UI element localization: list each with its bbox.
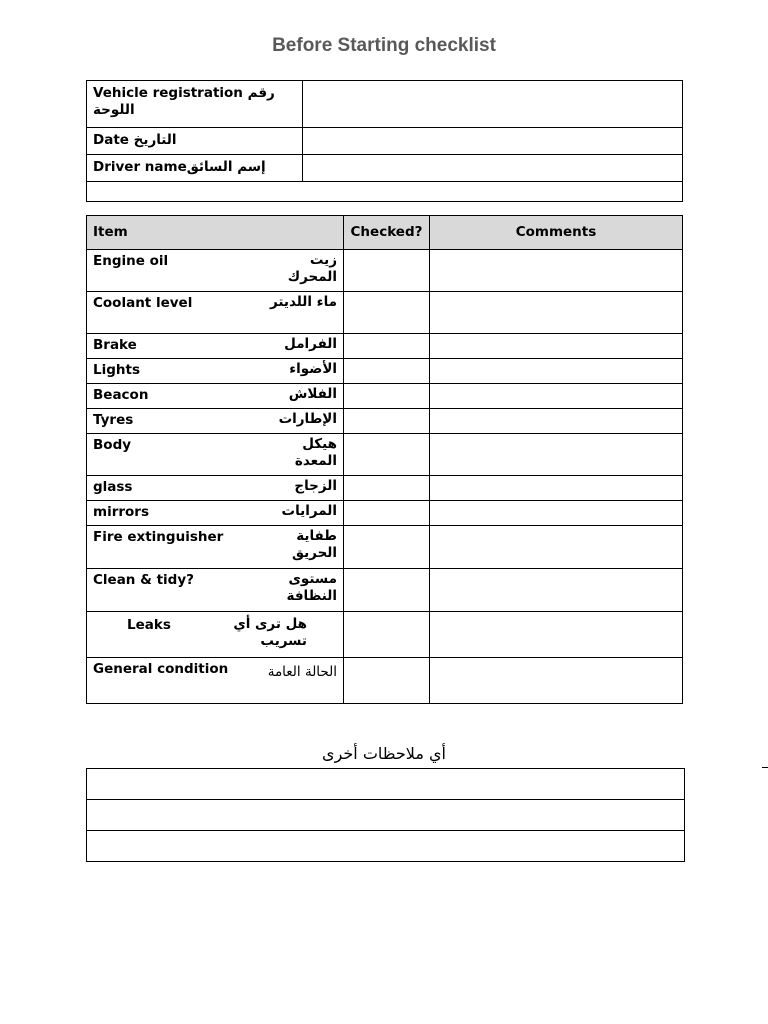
item-label-ar: هيكل المعدة [294,436,337,469]
checked-cell[interactable] [344,476,430,501]
info-row-blank [87,182,683,202]
item-cell [87,334,344,359]
checklist-row [87,292,683,334]
header-comments: Comments [430,216,683,250]
notes-title: أي ملاحظات أخرى [322,744,446,763]
comments-cell[interactable] [430,501,683,526]
checklist-row [87,409,683,434]
item-label-en: Coolant level [93,295,193,311]
checked-cell[interactable] [344,384,430,409]
info-label-en: Date [93,132,134,148]
item-label-ar: الفلاش [288,386,337,402]
item-label-en: Leaks [127,617,171,633]
date-field[interactable] [303,128,683,155]
item-cell [87,658,344,704]
checked-cell[interactable] [344,501,430,526]
item-label-en: Clean & tidy? [93,572,194,588]
item-label-en: Beacon [93,387,149,403]
item-cell [87,359,344,384]
item-label-en: Body [93,437,132,453]
notes-row [87,769,685,800]
checklist-row [87,569,683,612]
item-cell [87,569,344,612]
comments-cell[interactable] [430,359,683,384]
notes-table [86,768,685,862]
notes-line[interactable] [87,831,685,862]
comments-cell[interactable] [430,612,683,658]
info-label-ar: إسم السائق [186,159,266,175]
comments-cell[interactable] [430,569,683,612]
notes-row [87,800,685,831]
comments-cell[interactable] [430,434,683,476]
checked-cell[interactable] [344,250,430,292]
driver-name-field[interactable] [303,155,683,182]
item-cell [87,526,344,569]
checked-cell[interactable] [344,612,430,658]
item-label-en: Tyres [93,412,134,428]
checklist-row [87,658,683,704]
checklist-table [86,215,683,704]
item-cell [87,501,344,526]
page-title: Before Starting checklist [272,35,496,56]
checklist-row [87,501,683,526]
notes-line[interactable] [87,800,685,831]
item-label-en: General condition [93,661,229,677]
checklist-row [87,612,683,658]
item-label-ar: المرايات [281,503,337,519]
checked-cell[interactable] [344,359,430,384]
comments-cell[interactable] [430,250,683,292]
checked-cell[interactable] [344,569,430,612]
comments-cell[interactable] [430,476,683,501]
checklist-row [87,359,683,384]
comments-cell[interactable] [430,409,683,434]
header-checked: Checked? [344,216,430,250]
item-cell [87,292,344,334]
notes-line[interactable] [87,769,685,800]
registration-field[interactable] [303,81,683,128]
item-label-en: Fire extinguisher [93,529,224,545]
comments-cell[interactable] [430,384,683,409]
header-item: Item [87,216,344,250]
info-label-en: Driver name [93,159,187,175]
checked-cell[interactable] [344,334,430,359]
info-label-en: Vehicle registration [93,85,248,101]
info-row-registration [87,81,683,128]
item-label-en: Brake [93,337,137,353]
item-label-ar: الحالة العامة [267,664,337,680]
info-label-ar: رقم اللوحة [93,85,275,118]
item-label-ar: الزجاج [294,478,337,494]
item-cell [87,384,344,409]
item-cell [87,409,344,434]
item-label-en: Lights [93,362,140,378]
checked-cell[interactable] [344,658,430,704]
comments-cell[interactable] [430,334,683,359]
item-label-en: glass [93,479,133,495]
item-cell [87,434,344,476]
info-label [87,155,303,182]
item-cell [87,250,344,292]
checklist-row [87,476,683,501]
checklist-header-row [87,216,683,250]
info-label-ar: التاريخ [133,132,177,148]
item-label-ar: الفرامل [284,336,337,352]
item-cell [87,476,344,501]
checklist-row [87,526,683,569]
item-label-ar: الإطارات [278,411,337,427]
checklist-row [87,250,683,292]
item-label-ar: طفاية الحريق [291,528,337,561]
item-label-ar: مستوى النظافة [286,571,337,604]
page-edge-mark [762,767,768,768]
info-row-date [87,128,683,155]
comments-cell[interactable] [430,526,683,569]
checklist-row [87,334,683,359]
item-label-ar: ماء اللديتر [269,294,337,310]
checked-cell[interactable] [344,434,430,476]
notes-row [87,831,685,862]
item-label-ar: هل ترى أي تسريب [233,616,307,649]
item-label-en: Engine oil [93,253,169,269]
checked-cell[interactable] [344,526,430,569]
checked-cell[interactable] [344,292,430,334]
item-label-en: mirrors [93,504,149,520]
info-row-driver [87,155,683,182]
comments-cell[interactable] [430,658,683,704]
checklist-row [87,384,683,409]
vehicle-info-table [86,80,683,202]
blank-field[interactable] [87,182,683,202]
comments-cell[interactable] [430,292,683,334]
checked-cell[interactable] [344,409,430,434]
item-label-ar: زيت المحرك [287,252,337,285]
item-cell [87,612,344,658]
info-label [87,81,303,128]
checklist-row [87,434,683,476]
info-label [87,128,303,155]
item-label-ar: الأضواء [289,361,337,377]
